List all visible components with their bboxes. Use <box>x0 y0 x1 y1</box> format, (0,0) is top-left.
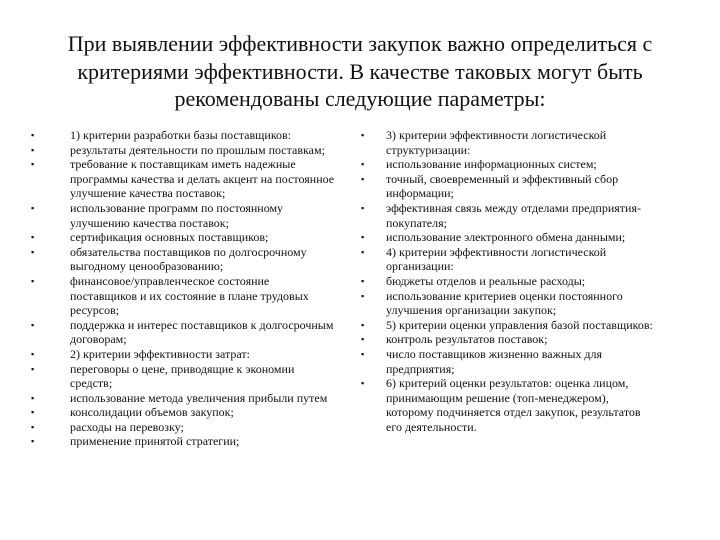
bullet-icon: ▪ <box>31 436 35 447</box>
list-item-text: требование к поставщикам иметь надежные программы качества и делать акцент на постоянное улучшение качества поставок; <box>70 157 335 201</box>
bullet-icon: ▪ <box>361 159 365 170</box>
list-item-text: результаты деятельности по прошлым поставкам; <box>70 142 325 157</box>
bullet-icon: ▪ <box>361 378 365 389</box>
bullet-icon: ▪ <box>361 319 365 330</box>
list-item-text: финансовое/управленческое состояние поставщиков и их состояние в плане трудовых ресурсов; <box>70 273 309 318</box>
bullet-icon: ▪ <box>31 144 35 155</box>
list-item <box>31 273 370 318</box>
list-item <box>31 434 370 449</box>
list-item-text: расходы на перевозку; <box>70 419 184 434</box>
list-item-text: эффективная связь между отделами предприятия- покупателя; <box>386 200 641 230</box>
list-item <box>31 200 370 230</box>
list-item-text: число поставщиков жизненно важных для предприятия; <box>386 346 603 376</box>
list-item <box>361 288 706 318</box>
list-item <box>361 332 706 347</box>
list-item-text: использование критериев оценки постоянного улучшения организации закупок; <box>386 288 623 318</box>
list-item <box>361 171 706 201</box>
list-item-text: сертификация основных поставщиков; <box>70 230 269 245</box>
bullet-icon: ▪ <box>31 202 35 213</box>
bullet-icon: ▪ <box>361 246 365 257</box>
list-item-text: контроль результатов поставок; <box>386 332 548 347</box>
list-item <box>31 142 370 158</box>
bullet-icon: ▪ <box>361 232 365 243</box>
list-item-text: использование метода увеличения прибыли путем <box>70 390 328 405</box>
list-item-text: 2) критерии эффективности затрат: <box>70 346 251 361</box>
list-item <box>31 128 370 143</box>
list-item-text: применение принятой стратегии; <box>70 434 240 449</box>
list-item <box>361 317 706 333</box>
list-item <box>361 244 706 274</box>
list-item-text: 1) критерии разработки базы поставщиков: <box>70 128 292 142</box>
bullet-icon: ▪ <box>31 232 35 243</box>
list-item <box>31 230 370 245</box>
list-item-text: использование электронного обмена данными; <box>386 230 626 245</box>
bullet-icon: ▪ <box>361 275 365 286</box>
list-item <box>31 157 370 201</box>
list-item <box>361 273 706 289</box>
list-item <box>31 405 370 420</box>
bullet-icon: ▪ <box>31 392 35 403</box>
list-item-text: 3) критерии эффективности логистической структуризации: <box>386 128 607 157</box>
bullet-icon: ▪ <box>31 319 35 330</box>
bullet-icon: ▪ <box>31 246 35 257</box>
right-criteria-list <box>361 128 706 434</box>
list-item <box>361 376 706 434</box>
bullet-icon: ▪ <box>31 275 35 286</box>
slide-title: При выявлении эффективности закупок важно определиться с критериями эффективности. В качестве таковых могут быть рекомендованы следующие параметры: <box>67 31 653 111</box>
list-item <box>361 128 706 157</box>
list-item-text: обязательства поставщиков по долгосрочному выгодному ценообразованию; <box>70 244 307 274</box>
bullet-icon: ▪ <box>31 421 35 432</box>
bullet-icon: ▪ <box>31 363 35 374</box>
list-item-text: 6) критерий оценки результатов: оценка лицом, принимающим решение (топ-менеджером), которому подчиняется отдел закупок, результатов его деятельности. <box>386 376 641 434</box>
list-item-text: 5) критерии оценки управления базой поставщиков: <box>386 317 653 332</box>
bullet-icon: ▪ <box>361 130 365 140</box>
list-item <box>31 244 370 274</box>
list-item <box>31 346 370 362</box>
bullet-icon: ▪ <box>361 173 365 184</box>
list-item <box>361 157 706 172</box>
list-item-text: использование программ по постоянному улучшению качества поставок; <box>70 200 284 230</box>
list-item-text: поддержка и интерес поставщиков к долгосрочным договорам; <box>70 317 334 347</box>
bullet-icon: ▪ <box>361 290 365 301</box>
list-item <box>31 390 370 406</box>
bullet-icon: ▪ <box>31 130 35 140</box>
list-item <box>361 346 706 376</box>
list-item <box>361 230 706 245</box>
list-item <box>31 361 370 391</box>
list-item <box>31 317 370 347</box>
list-item-text: консолидации объемов закупок; <box>70 405 234 420</box>
list-item-text: 4) критерии эффективности логистической организации: <box>386 244 607 274</box>
bullet-icon: ▪ <box>361 334 365 345</box>
bullet-icon: ▪ <box>31 407 35 418</box>
list-item <box>31 419 370 435</box>
list-item-text: использование информационных систем; <box>386 157 597 172</box>
list-item-text: переговоры о цене, приводящие к экономии средств; <box>70 361 295 391</box>
list-item <box>361 200 706 230</box>
bullet-icon: ▪ <box>361 202 365 213</box>
bullet-icon: ▪ <box>361 348 365 359</box>
list-item-text: бюджеты отделов и реальные расходы; <box>386 273 586 288</box>
bullet-icon: ▪ <box>31 348 35 359</box>
left-criteria-list <box>31 128 370 449</box>
bullet-icon: ▪ <box>31 159 35 170</box>
list-item-text: точный, своевременный и эффективный сбор информации; <box>386 171 619 201</box>
